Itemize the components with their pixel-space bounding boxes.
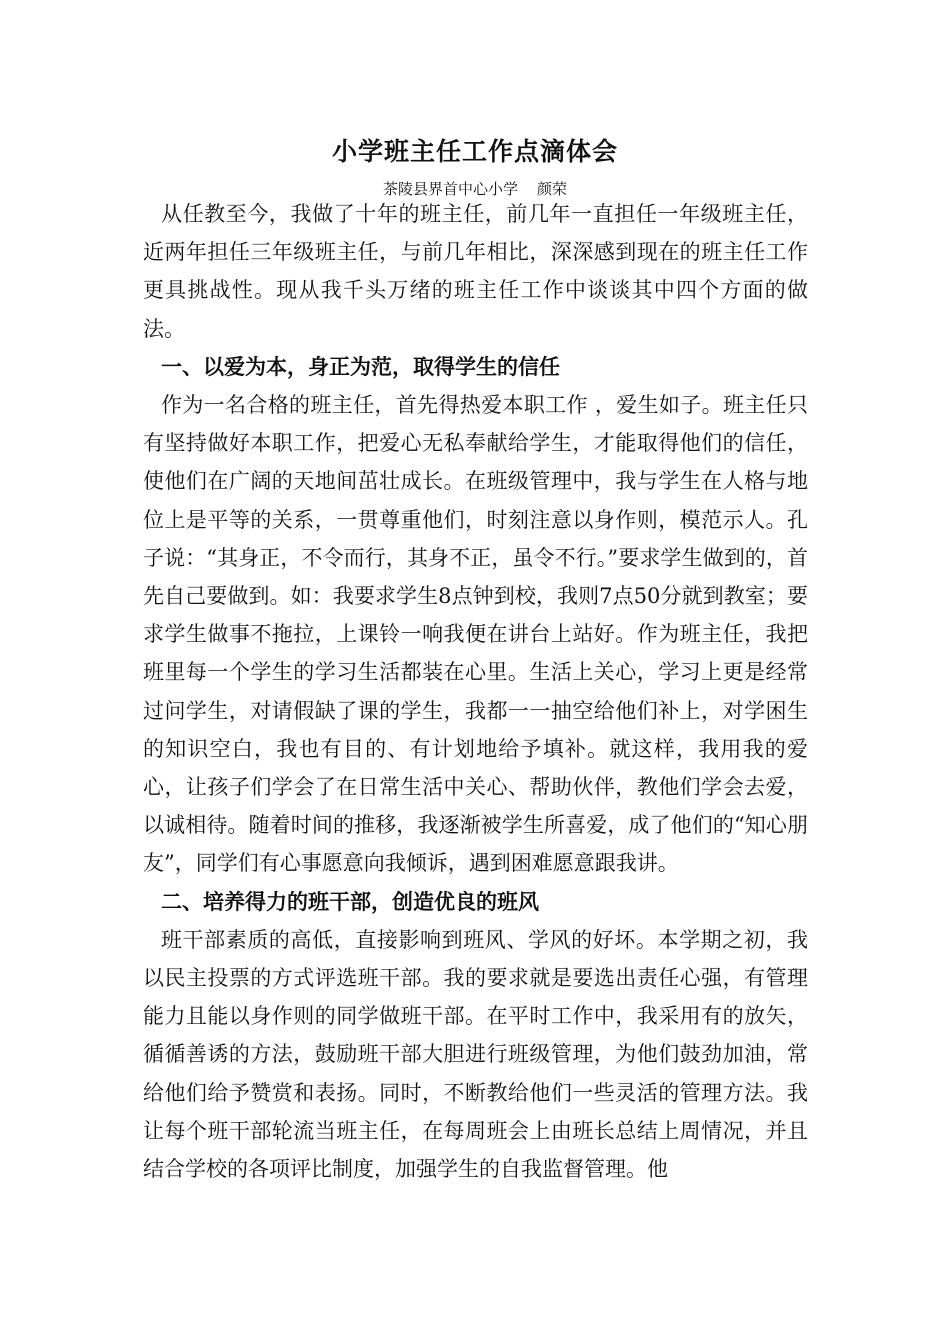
document-body	[143, 195, 808, 1188]
document-title: 小学班主任工作点滴体会	[331, 137, 618, 166]
section-heading: 一、以爱为本，身正为范，取得学生的信任	[161, 353, 560, 379]
section-heading: 二、培养得力的班干部，创造优良的班风	[161, 888, 539, 914]
author-byline: 茶陵县界首中心小学 颜荣	[382, 180, 568, 198]
intro-paragraph: 从任教至今，我做了十年的班主任，前几年一直担任一年级班主任，近两年担任三年级班主任，与前几年相比，深深感到现在的班主任工作更具挑战性。现从我千头万绪的班主任工作中谈谈其中四个方面的做法。	[143, 202, 808, 341]
section-paragraph: 作为一名合格的班主任，首先得热爱本职工作 ，爱生如子。班主任只有坚持做好本职工作，把爱心无私奉献给学生，才能取得他们的信任，使他们在广阔的天地间茁壮成长。在班级管理中，我与学生在人格与地位上是平等的关系，一贯尊重他们，时刻注意以身作则，模范示人。孔子说：“其身正，不令而行，其身不正，虽令不行。”要求学生做到的，首先自己要做到。如：我要求学生8点钟到校，我则7点50分就到教室；要求学生做事不拖拉，上课铃一响我便在讲台上站好。作为班主任，我把班里每一个学生的学习生活都装在心里。生活上关心，学习上更是经常过问学生，对请假缺了课的学生，我都一一抽空给他们补上，对学困生的知识空白，我也有目的、有计划地给予填补。就这样，我用我的爱心，让孩子们学会了在日常生活中关心、帮助伙伴，教他们学会去爱，以诚相待。随着时间的推移，我逐渐被学生所喜爱，成了他们的“知心朋友”，同学们有心事愿意向我倾诉，遇到困难愿意跟我讲。	[143, 393, 808, 876]
section-paragraph: 班干部素质的高低，直接影响到班风、学风的好坏。本学期之初，我以民主投票的方式评选班干部。我的要求就是要选出责任心强，有管理能力且能以身作则的同学做班干部。在平时工作中，我采用有的放矢，循循善诱的方法，鼓励班干部大胆进行班级管理，为他们鼓劲加油，常给他们给予赞赏和表扬。同时，不断教给他们一些灵活的管理方法。我让每个班干部轮流当班主任，在每周班会上由班长总结上周情况，并且结合学校的各项评比制度，加强学生的自我监督管理。他	[143, 927, 808, 1182]
